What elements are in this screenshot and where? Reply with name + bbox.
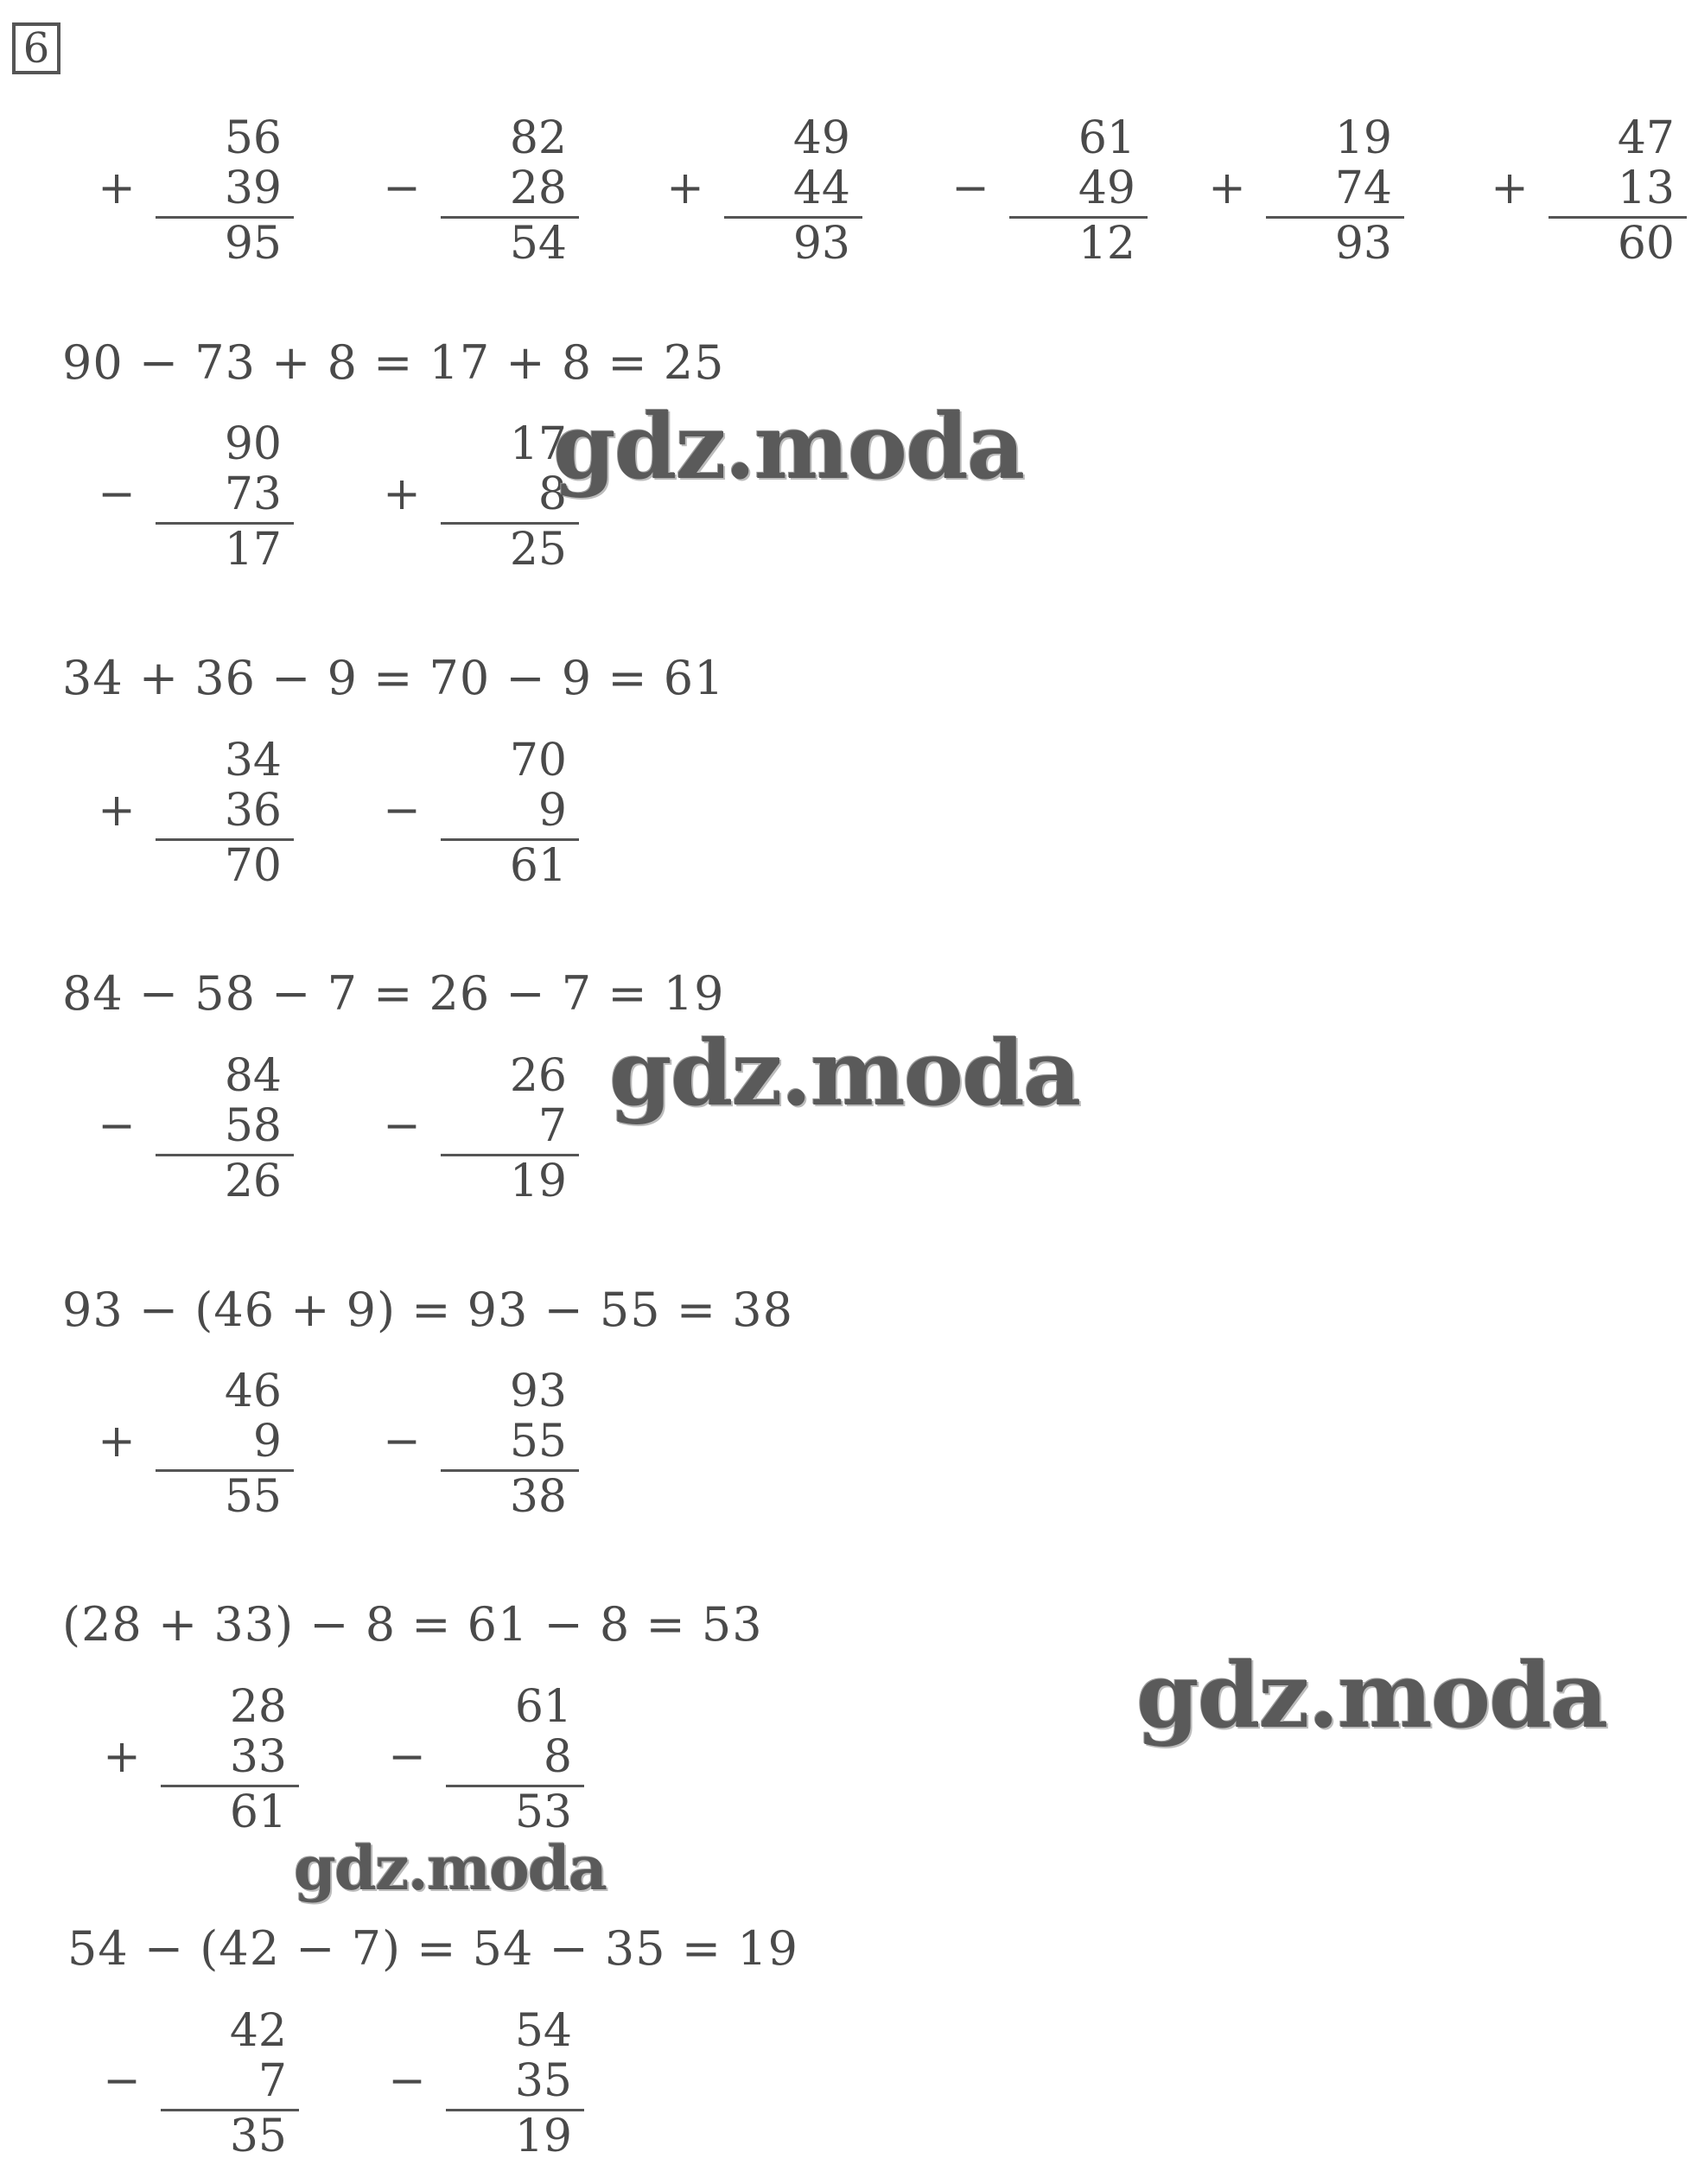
second-operand: 73	[224, 468, 282, 520]
second-operand: 74	[1334, 162, 1392, 214]
second-operand: 13	[1617, 162, 1675, 214]
watermark: gdz.moda	[1136, 1642, 1607, 1748]
operator-sign: +	[103, 1731, 141, 1783]
result-value: 53	[514, 1786, 572, 1838]
first-operand: 28	[229, 1681, 287, 1733]
result-value: 19	[509, 1156, 567, 1207]
result-value: 93	[1334, 218, 1392, 270]
second-operand: 9	[252, 1416, 282, 1468]
column-calculation	[1208, 112, 1404, 270]
second-operand: 55	[509, 1416, 567, 1468]
result-value: 25	[509, 524, 567, 576]
result-value: 12	[1078, 218, 1135, 270]
result-value: 61	[509, 840, 567, 892]
first-operand: 56	[224, 112, 282, 164]
column-calculation	[98, 1050, 294, 1207]
first-operand: 54	[514, 2005, 572, 2057]
first-operand: 42	[229, 2005, 287, 2057]
column-calculation	[103, 2005, 299, 2162]
column-calculation	[98, 1366, 294, 1523]
column-calculation	[388, 1681, 584, 1838]
expression-line: 54 − (42 − 7) = 54 − 35 = 19	[67, 1921, 798, 1976]
operator-sign: +	[98, 785, 136, 837]
column-calculation	[98, 418, 294, 576]
column-calculation	[383, 1366, 579, 1523]
first-operand: 93	[509, 1366, 567, 1417]
result-value: 70	[224, 840, 282, 892]
second-operand: 7	[537, 1100, 567, 1152]
task-number: 6	[22, 24, 50, 73]
expression-line: 90 − 73 + 8 = 17 + 8 = 25	[62, 335, 725, 390]
column-calculation	[103, 1681, 299, 1838]
operator-sign: −	[383, 1100, 421, 1152]
operator-sign: +	[1208, 162, 1246, 214]
operator-sign: +	[1491, 162, 1529, 214]
result-value: 93	[792, 218, 850, 270]
operator-sign: −	[383, 1416, 421, 1468]
first-operand: 90	[224, 418, 282, 470]
first-operand: 61	[514, 1681, 572, 1733]
operator-sign: +	[666, 162, 704, 214]
second-operand: 35	[514, 2055, 572, 2107]
second-operand: 39	[224, 162, 282, 214]
result-value: 17	[224, 524, 282, 576]
second-operand: 49	[1078, 162, 1135, 214]
first-operand: 17	[509, 418, 567, 470]
operator-sign: −	[103, 2055, 141, 2107]
column-calculation	[98, 735, 294, 892]
column-calculation	[383, 112, 579, 270]
result-value: 54	[509, 218, 567, 270]
operator-sign: −	[383, 162, 421, 214]
operator-sign: −	[388, 1731, 426, 1783]
expression-line: 84 − 58 − 7 = 26 − 7 = 19	[62, 966, 725, 1021]
first-operand: 61	[1078, 112, 1135, 164]
second-operand: 36	[224, 785, 282, 837]
second-operand: 58	[224, 1100, 282, 1152]
column-calculation	[388, 2005, 584, 2162]
operator-sign: +	[98, 162, 136, 214]
operator-sign: −	[383, 785, 421, 837]
result-value: 38	[509, 1471, 567, 1523]
operator-sign: −	[98, 468, 136, 520]
operator-sign: +	[98, 1416, 136, 1468]
second-operand: 8	[543, 1731, 572, 1783]
operator-sign: −	[98, 1100, 136, 1152]
first-operand: 84	[224, 1050, 282, 1102]
second-operand: 7	[258, 2055, 287, 2107]
column-calculation	[98, 112, 294, 270]
column-calculation	[383, 735, 579, 892]
result-value: 26	[224, 1156, 282, 1207]
operator-sign: −	[388, 2055, 426, 2107]
watermark: gdz.moda	[294, 1832, 607, 1904]
watermark: gdz.moda	[553, 393, 1024, 500]
column-calculation	[666, 112, 862, 270]
operator-sign: −	[951, 162, 989, 214]
expression-line: (28 + 33) − 8 = 61 − 8 = 53	[62, 1597, 763, 1652]
result-value: 19	[514, 2111, 572, 2162]
first-operand: 46	[224, 1366, 282, 1417]
column-calculation	[383, 1050, 579, 1207]
column-calculation	[1491, 112, 1687, 270]
first-operand: 47	[1617, 112, 1675, 164]
task-number-box	[12, 22, 60, 74]
second-operand: 9	[537, 785, 567, 837]
result-value: 61	[229, 1786, 287, 1838]
second-operand: 44	[792, 162, 850, 214]
first-operand: 49	[792, 112, 850, 164]
result-value: 55	[224, 1471, 282, 1523]
result-value: 60	[1617, 218, 1675, 270]
result-value: 95	[224, 218, 282, 270]
column-calculation	[951, 112, 1148, 270]
second-operand: 8	[537, 468, 567, 520]
first-operand: 70	[509, 735, 567, 786]
first-operand: 19	[1334, 112, 1392, 164]
expression-line: 93 − (46 + 9) = 93 − 55 = 38	[62, 1283, 793, 1337]
expression-line: 34 + 36 − 9 = 70 − 9 = 61	[62, 651, 725, 705]
first-operand: 26	[509, 1050, 567, 1102]
watermark: gdz.moda	[609, 1020, 1080, 1126]
operator-sign: +	[383, 468, 421, 520]
first-operand: 82	[509, 112, 567, 164]
second-operand: 33	[229, 1731, 287, 1783]
result-value: 35	[229, 2111, 287, 2162]
second-operand: 28	[509, 162, 567, 214]
first-operand: 34	[224, 735, 282, 786]
